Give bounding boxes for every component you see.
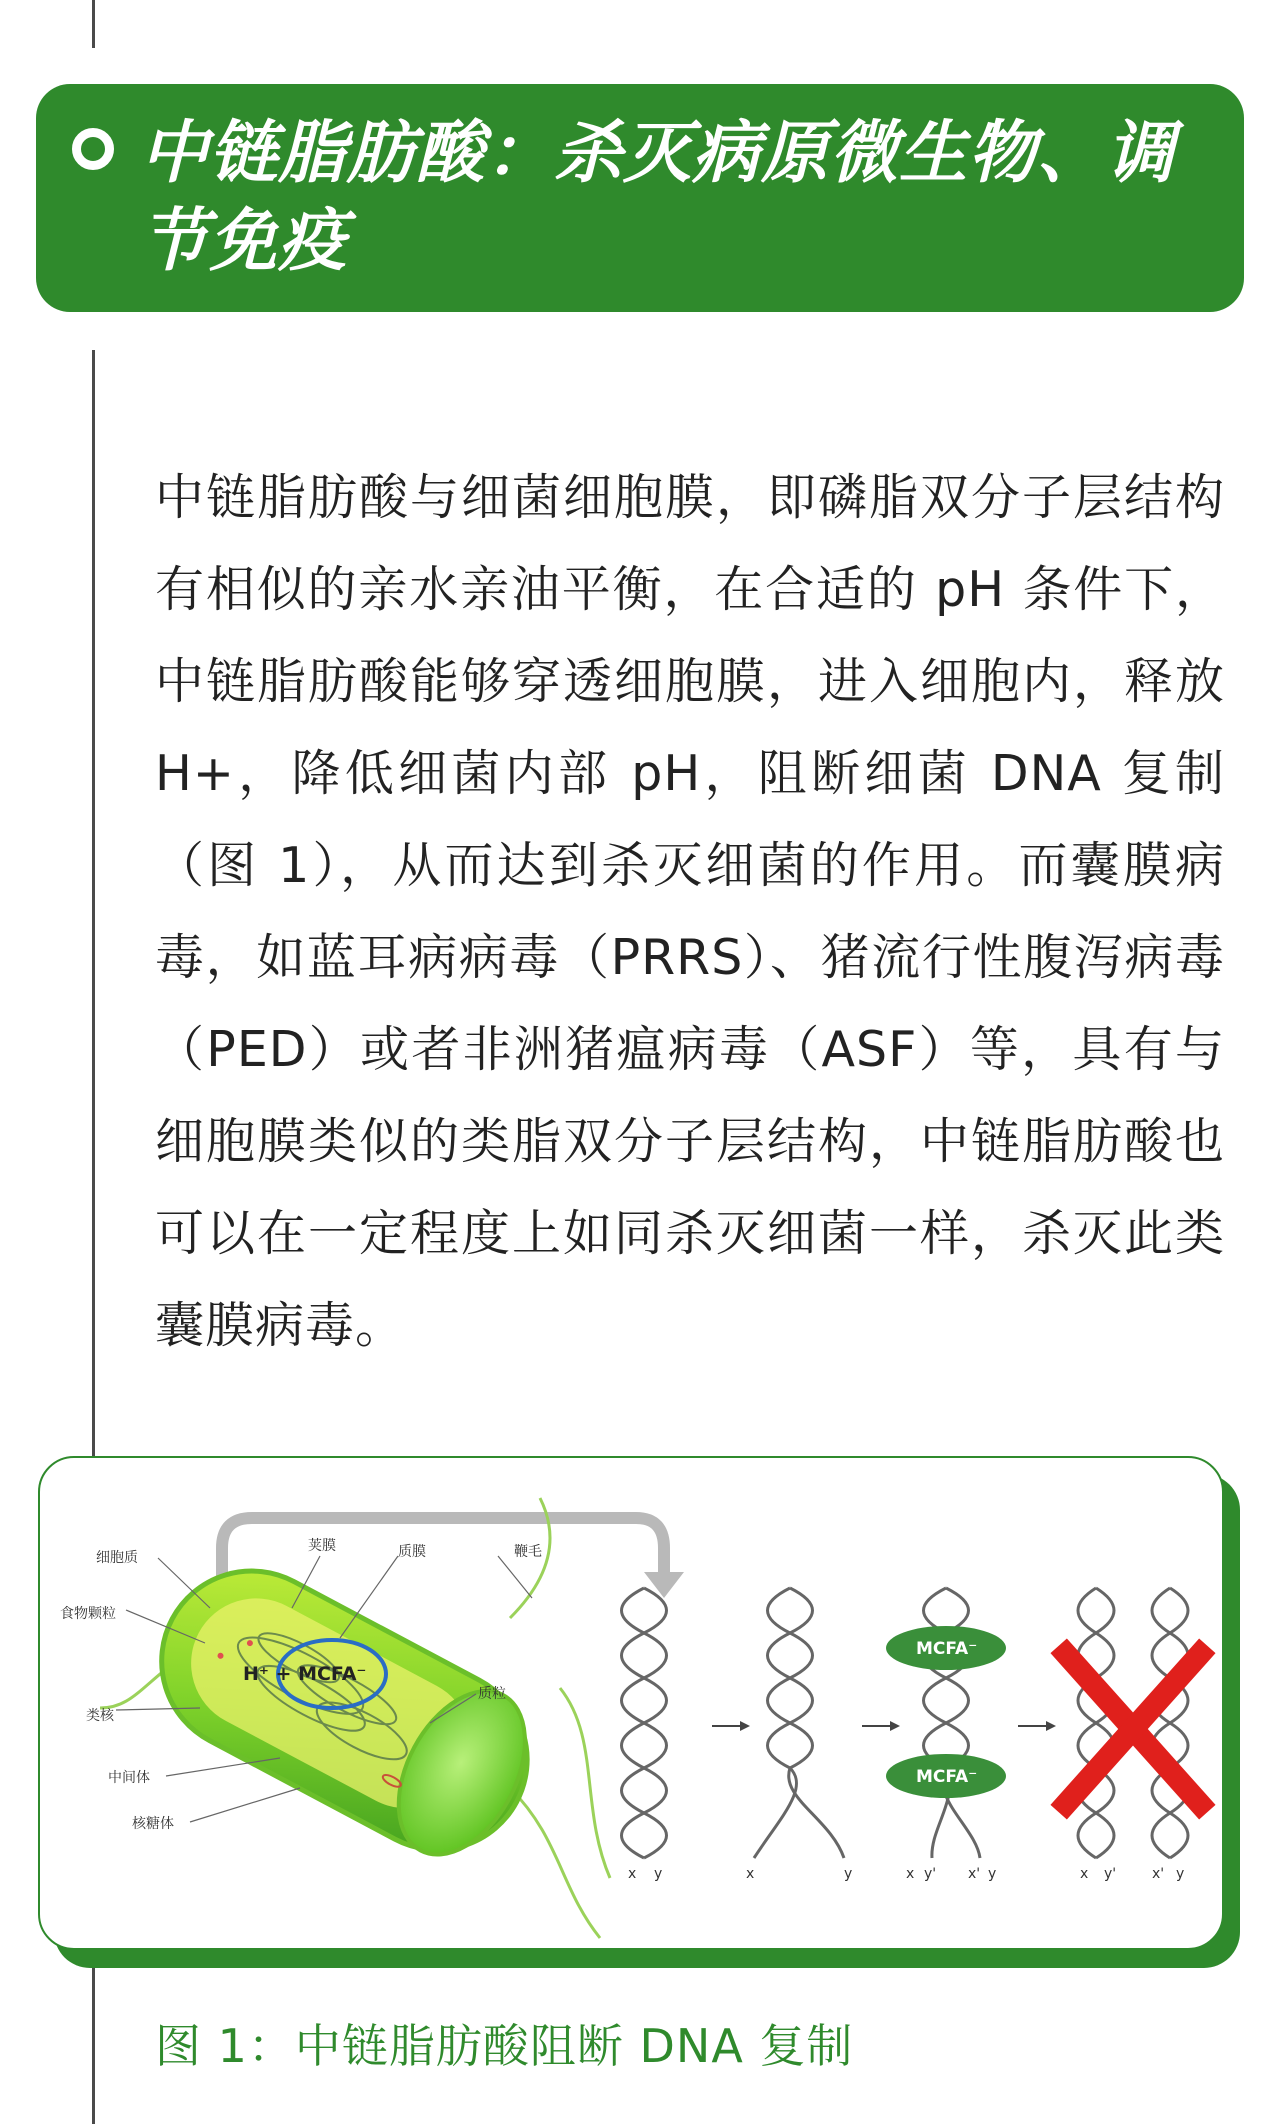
dna-helix-1 bbox=[622, 1588, 667, 1858]
label-nucleoid: 类核 bbox=[86, 1708, 114, 1724]
label-mesosome: 中间体 bbox=[108, 1770, 150, 1786]
bacterium bbox=[130, 1539, 559, 1881]
dna4-y2: y' bbox=[1104, 1866, 1117, 1882]
dna4-y: y bbox=[1176, 1866, 1185, 1882]
dna4-x: x bbox=[1080, 1866, 1089, 1882]
figure-card bbox=[38, 1456, 1224, 1950]
left-rule-middle bbox=[92, 350, 95, 1460]
inset-text: H⁺ + MCFA⁻ bbox=[243, 1663, 367, 1685]
dna-helix-2 bbox=[754, 1588, 844, 1858]
figure-caption: 图 1：中链脂肪酸阻断 DNA 复制 bbox=[155, 2019, 854, 2073]
figure-illustration bbox=[40, 1458, 1224, 1950]
label-plasma-membrane: 质膜 bbox=[398, 1544, 426, 1560]
dna3-x2: x' bbox=[968, 1866, 981, 1882]
process-arrowhead bbox=[644, 1572, 684, 1598]
mcfa-label-1: MCFA⁻ bbox=[916, 1639, 978, 1659]
body-paragraph: 中链脂肪酸与细菌细胞膜，即磷脂双分子层结构有相似的亲水亲油平衡，在合适的 pH 条件下，中链脂肪酸能够穿透细胞膜，进入细胞内，释放 H+，降低细菌内部 pH，阻断细菌 DNA 复制（图 1），从而达到杀灭细菌的作用。而囊膜病毒，如蓝耳病病毒（PRRS）、猪流行性腹泻病毒（PED）或者非洲猪瘟病毒（ASF）等，具有与细胞膜类似的类脂双分子层结构，中链脂肪酸也可以在一定程度上如同杀灭细菌一样，杀灭此类囊膜病毒。 bbox=[155, 469, 1225, 1354]
left-rule-bottom bbox=[92, 1960, 95, 2124]
label-food-granule: 食物颗粒 bbox=[60, 1606, 116, 1622]
dna4-x2: x' bbox=[1152, 1866, 1165, 1882]
label-flagellum: 鞭毛 bbox=[514, 1544, 542, 1560]
label-cytoplasm: 细胞质 bbox=[96, 1550, 138, 1566]
label-plasmid: 质粒 bbox=[478, 1686, 506, 1702]
dna2-y: y bbox=[844, 1866, 853, 1882]
dna3-y: y bbox=[988, 1866, 997, 1882]
section-title: 中链脂肪酸：杀灭病原微生物、调节免疫 bbox=[140, 114, 1176, 281]
dna3-x: x bbox=[906, 1866, 915, 1882]
bullet-circle-icon bbox=[72, 128, 114, 170]
left-rule-top bbox=[92, 0, 95, 48]
label-ribosome: 核糖体 bbox=[132, 1816, 174, 1832]
dna3-y2: y' bbox=[924, 1866, 937, 1882]
mcfa-label-2: MCFA⁻ bbox=[916, 1767, 978, 1787]
dna2-x: x bbox=[746, 1866, 755, 1882]
dna1-y: y bbox=[654, 1866, 663, 1882]
dna1-x: x bbox=[628, 1866, 637, 1882]
label-capsule: 荚膜 bbox=[308, 1538, 336, 1554]
